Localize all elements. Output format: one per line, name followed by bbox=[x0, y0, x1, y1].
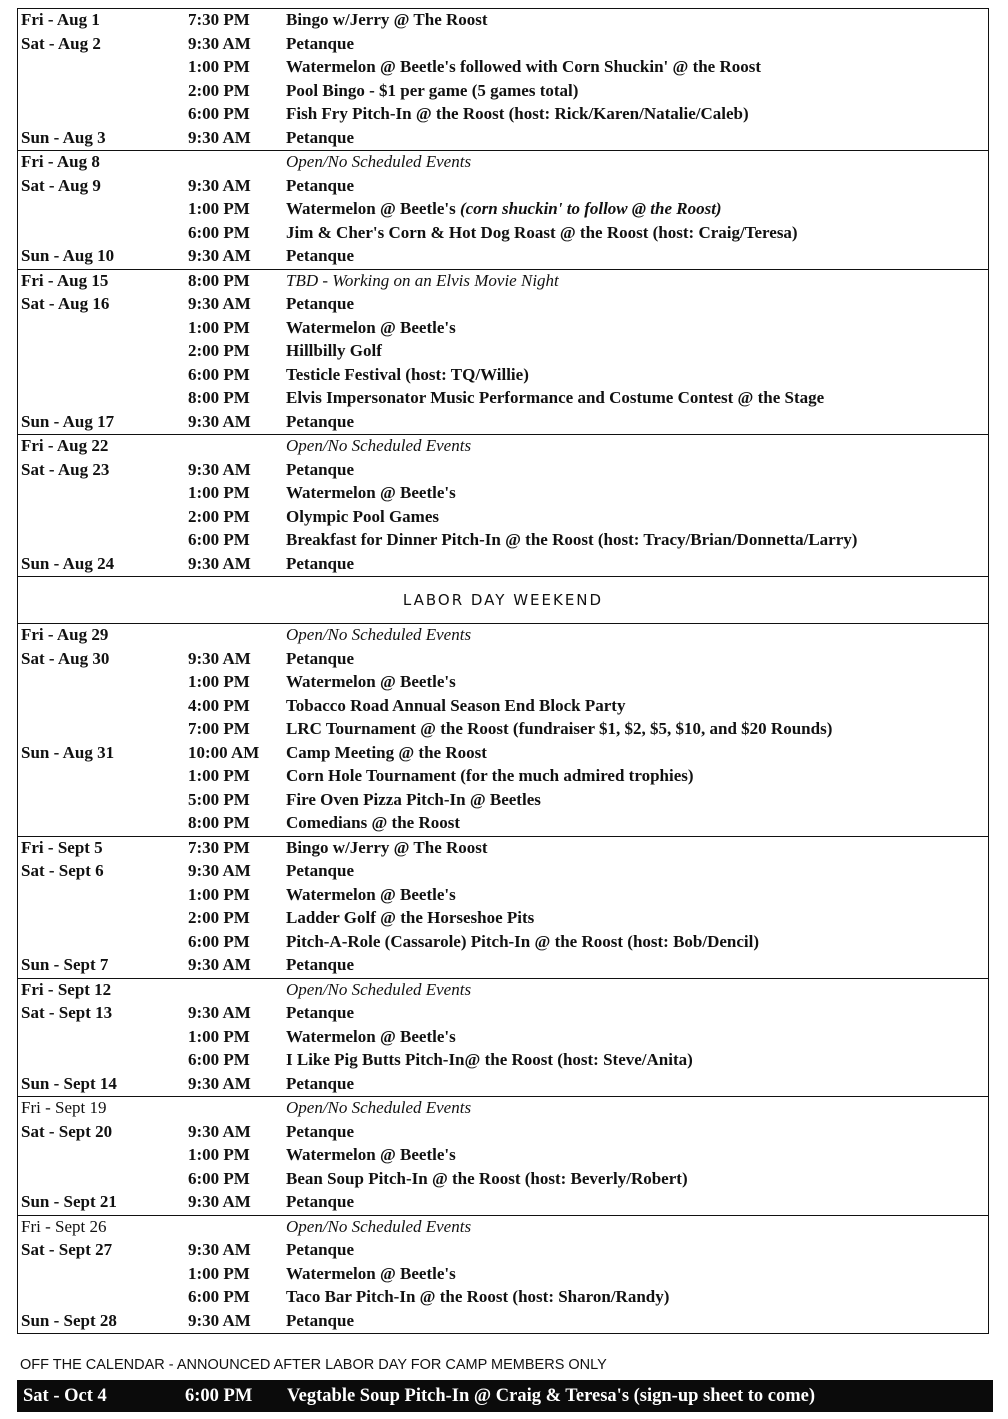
week-block bbox=[18, 150, 988, 269]
event-cell: Open/No Scheduled Events bbox=[286, 1098, 472, 1117]
day-cell: Fri - Aug 8 bbox=[21, 152, 100, 171]
schedule-row bbox=[18, 482, 988, 506]
day-cell: Sat - Aug 2 bbox=[21, 33, 101, 53]
time-cell: 2:00 PM bbox=[188, 80, 250, 100]
schedule-row bbox=[18, 245, 988, 269]
highlight-day: Sat - Oct 4 bbox=[23, 1386, 107, 1406]
day-cell: Sat - Sept 13 bbox=[21, 1003, 113, 1022]
schedule-row bbox=[18, 435, 988, 459]
day-cell: Sun - Aug 10 bbox=[21, 246, 115, 265]
time-cell: 9:30 AM bbox=[188, 1003, 251, 1022]
event-cell: Fire Oven Pizza Pitch-In @ Beetles bbox=[286, 789, 541, 809]
day-cell: Sun - Aug 24 bbox=[21, 553, 115, 573]
schedule-row bbox=[18, 1073, 988, 1097]
time-cell: 9:30 AM bbox=[188, 648, 251, 668]
event-cell: Tobacco Road Annual Season End Block Party bbox=[286, 695, 626, 715]
schedule-row bbox=[18, 884, 988, 908]
day-cell: Fri - Aug 1 bbox=[21, 10, 100, 29]
schedule-row bbox=[18, 56, 988, 80]
schedule-row bbox=[18, 222, 988, 246]
schedule-row bbox=[18, 1168, 988, 1192]
day-cell: Fri - Aug 22 bbox=[21, 436, 109, 455]
schedule-row bbox=[18, 411, 988, 435]
oct-highlight-row bbox=[17, 1380, 993, 1412]
schedule-row bbox=[18, 860, 988, 884]
schedule-row bbox=[18, 671, 988, 695]
time-cell: 7:30 PM bbox=[188, 10, 250, 29]
time-cell: 1:00 PM bbox=[188, 884, 250, 904]
day-cell: Sat - Aug 30 bbox=[21, 648, 110, 668]
schedule-row bbox=[18, 340, 988, 364]
event-cell: Petanque bbox=[286, 553, 354, 573]
schedule-row bbox=[18, 175, 988, 199]
day-cell: Fri - Aug 29 bbox=[21, 625, 109, 644]
event-cell: LRC Tournament @ the Roost (fundraiser $1, $2, $5, $10, and $20 Rounds) bbox=[286, 719, 833, 738]
week-block bbox=[18, 1096, 988, 1215]
event-cell: Petanque bbox=[286, 1240, 354, 1259]
event-cell: Petanque bbox=[286, 648, 354, 668]
labor-day-banner: LABOR DAY WEEKEND bbox=[18, 576, 988, 623]
time-cell: 2:00 PM bbox=[188, 341, 250, 360]
event-cell: Open/No Scheduled Events bbox=[286, 436, 472, 455]
event-cell: Olympic Pool Games bbox=[286, 506, 439, 526]
event-cell: Petanque bbox=[286, 1192, 354, 1211]
day-cell: Sun - Sept 7 bbox=[21, 955, 109, 974]
schedule-row bbox=[18, 648, 988, 672]
schedule-row bbox=[18, 1049, 988, 1073]
day-cell: Sun - Sept 21 bbox=[21, 1192, 117, 1211]
time-cell: 6:00 PM bbox=[188, 222, 250, 242]
time-cell: 9:30 AM bbox=[188, 1121, 251, 1141]
time-cell: 8:00 PM bbox=[188, 388, 250, 407]
event-cell: Petanque bbox=[286, 955, 354, 974]
event-cell: Comedians @ the Roost bbox=[286, 813, 461, 832]
time-cell: 9:30 AM bbox=[188, 1240, 251, 1259]
day-cell: Fri - Sept 5 bbox=[21, 837, 103, 857]
schedule-row bbox=[18, 1026, 988, 1050]
schedule-row bbox=[18, 1286, 988, 1310]
time-cell: 4:00 PM bbox=[188, 695, 250, 715]
schedule-row bbox=[18, 529, 988, 553]
event-cell: Watermelon @ Beetle's bbox=[286, 317, 456, 337]
schedule-row bbox=[18, 127, 988, 151]
time-cell: 1:00 PM bbox=[188, 483, 250, 502]
time-cell: 6:00 PM bbox=[188, 364, 250, 384]
time-cell: 9:30 AM bbox=[188, 955, 251, 974]
time-cell: 2:00 PM bbox=[188, 908, 250, 927]
schedule-row bbox=[18, 765, 988, 789]
week-block bbox=[18, 1215, 988, 1334]
time-cell: 8:00 PM bbox=[188, 270, 250, 290]
event-cell: Bingo w/Jerry @ The Roost bbox=[286, 10, 488, 29]
time-cell: 10:00 AM bbox=[188, 742, 260, 762]
event-cell: Petanque bbox=[286, 459, 354, 479]
event-cell: Ladder Golf @ the Horseshoe Pits bbox=[286, 908, 535, 927]
day-cell: Sat - Aug 9 bbox=[21, 175, 101, 195]
event-cell: Jim & Cher's Corn & Hot Dog Roast @ the Roost (host: Craig/Teresa) bbox=[286, 222, 798, 242]
event-cell: Petanque bbox=[286, 175, 354, 195]
day-cell: Sun - Aug 3 bbox=[21, 127, 106, 147]
day-cell: Sat - Sept 27 bbox=[21, 1240, 113, 1259]
highlight-event: Vegtable Soup Pitch-In @ Craig & Teresa's (sign-up sheet to come) bbox=[287, 1386, 816, 1406]
schedule-row bbox=[18, 387, 988, 411]
schedule-row bbox=[18, 80, 988, 104]
time-cell: 6:00 PM bbox=[188, 1168, 250, 1188]
schedule-row bbox=[18, 1263, 988, 1287]
day-cell: Fri - Sept 26 bbox=[21, 1216, 107, 1236]
schedule-row bbox=[18, 954, 988, 978]
time-cell: 9:30 AM bbox=[188, 127, 251, 147]
schedule-row bbox=[18, 198, 988, 222]
schedule-row bbox=[18, 33, 988, 57]
time-cell: 1:00 PM bbox=[188, 1026, 250, 1046]
event-text: Watermelon @ Beetle's bbox=[286, 199, 460, 218]
schedule-row bbox=[18, 1121, 988, 1145]
schedule-row bbox=[18, 695, 988, 719]
time-cell: 9:30 AM bbox=[188, 1192, 251, 1211]
day-cell: Sun - Aug 17 bbox=[21, 411, 115, 431]
event-cell: Petanque bbox=[286, 294, 354, 313]
event-cell: TBD - Working on an Elvis Movie Night bbox=[286, 270, 559, 290]
schedule-row bbox=[18, 364, 988, 388]
event-cell: Testicle Festival (host: TQ/Willie) bbox=[286, 364, 529, 384]
time-cell: 9:30 AM bbox=[188, 1073, 251, 1093]
highlight-time: 6:00 PM bbox=[185, 1386, 253, 1406]
time-cell: 6:00 PM bbox=[188, 931, 250, 951]
event-cell: I Like Pig Butts Pitch-In@ the Roost (host: Steve/Anita) bbox=[286, 1050, 693, 1069]
time-cell: 6:00 PM bbox=[188, 530, 250, 549]
day-cell: Sun - Aug 31 bbox=[21, 742, 115, 762]
time-cell: 1:00 PM bbox=[188, 1263, 250, 1283]
event-cell: Camp Meeting @ the Roost bbox=[286, 742, 487, 762]
schedule-row bbox=[18, 742, 988, 766]
time-cell: 1:00 PM bbox=[188, 57, 250, 76]
time-cell: 9:30 AM bbox=[188, 1310, 251, 1330]
time-cell: 6:00 PM bbox=[188, 1050, 250, 1069]
event-cell: Watermelon @ Beetle's bbox=[286, 1026, 456, 1046]
day-cell: Sun - Sept 28 bbox=[21, 1310, 117, 1330]
off-calendar-note: OFF THE CALENDAR - ANNOUNCED AFTER LABOR DAY FOR CAMP MEMBERS ONLY bbox=[20, 1357, 607, 1373]
schedule-row bbox=[18, 931, 988, 955]
schedule-row bbox=[18, 718, 988, 742]
day-cell: Sat - Sept 6 bbox=[21, 861, 104, 880]
day-cell: Sun - Sept 14 bbox=[21, 1073, 117, 1093]
time-cell: 9:30 AM bbox=[188, 294, 251, 313]
schedule-row bbox=[18, 979, 988, 1003]
time-cell: 1:00 PM bbox=[188, 672, 250, 691]
time-cell: 9:30 AM bbox=[188, 459, 251, 479]
event-cell: Bean Soup Pitch-In @ the Roost (host: Beverly/Robert) bbox=[286, 1168, 688, 1188]
time-cell: 2:00 PM bbox=[188, 506, 250, 526]
schedule-row bbox=[18, 1097, 988, 1121]
time-cell: 1:00 PM bbox=[188, 317, 250, 337]
time-cell: 5:00 PM bbox=[188, 789, 250, 809]
schedule-row bbox=[18, 1216, 988, 1240]
time-cell: 9:30 AM bbox=[188, 411, 251, 431]
event-cell: Watermelon @ Beetle's bbox=[286, 884, 456, 904]
week-block bbox=[18, 434, 988, 576]
schedule-row bbox=[18, 812, 988, 836]
time-cell: 7:00 PM bbox=[188, 719, 250, 738]
schedule-row bbox=[18, 789, 988, 813]
time-cell: 9:30 AM bbox=[188, 33, 251, 53]
event-cell: Petanque bbox=[286, 127, 354, 147]
event-cell: Watermelon @ Beetle's bbox=[286, 483, 456, 502]
week-block bbox=[18, 836, 988, 978]
event-cell: Elvis Impersonator Music Performance and Costume Contest @ the Stage bbox=[286, 388, 825, 407]
day-cell: Sat - Aug 23 bbox=[21, 459, 110, 479]
event-cell: Corn Hole Tournament (for the much admired trophies) bbox=[286, 766, 694, 785]
schedule-row bbox=[18, 907, 988, 931]
event-cell: Breakfast for Dinner Pitch-In @ the Roost (host: Tracy/Brian/Donnetta/Larry) bbox=[286, 530, 858, 549]
time-cell: 1:00 PM bbox=[188, 1145, 250, 1164]
time-cell: 1:00 PM bbox=[188, 766, 250, 785]
event-cell: Open/No Scheduled Events bbox=[286, 979, 472, 999]
time-cell: 6:00 PM bbox=[188, 1287, 250, 1306]
event-cell: Hillbilly Golf bbox=[286, 341, 382, 360]
schedule-row bbox=[18, 9, 988, 33]
schedule-table bbox=[17, 8, 989, 1334]
event-cell: Watermelon @ Beetle's bbox=[286, 672, 456, 691]
schedule-row bbox=[18, 1002, 988, 1026]
event-cell: Bingo w/Jerry @ The Roost bbox=[286, 837, 488, 857]
event-cell: Pitch-A-Role (Cassarole) Pitch-In @ the Roost (host: Bob/Dencil) bbox=[286, 931, 760, 951]
time-cell: 9:30 AM bbox=[188, 175, 251, 195]
time-cell: 9:30 AM bbox=[188, 553, 251, 573]
event-cell: Open/No Scheduled Events bbox=[286, 625, 472, 644]
time-cell: 1:00 PM bbox=[188, 199, 250, 218]
time-cell: 9:30 AM bbox=[188, 861, 251, 880]
schedule-row bbox=[18, 624, 988, 648]
event-cell: Petanque bbox=[286, 1073, 354, 1093]
day-cell: Fri - Sept 19 bbox=[21, 1098, 107, 1117]
week-block bbox=[18, 978, 988, 1097]
time-cell: 6:00 PM bbox=[188, 104, 250, 123]
event-cell: Taco Bar Pitch-In @ the Roost (host: Sharon/Randy) bbox=[286, 1287, 670, 1306]
time-cell: 7:30 PM bbox=[188, 837, 250, 857]
event-cell: Petanque bbox=[286, 1310, 354, 1330]
time-cell: 8:00 PM bbox=[188, 813, 250, 832]
schedule-row bbox=[18, 459, 988, 483]
event-cell: Petanque bbox=[286, 411, 354, 431]
schedule-row bbox=[18, 1191, 988, 1215]
event-cell: Pool Bingo - $1 per game (5 games total) bbox=[286, 80, 579, 100]
schedule-row bbox=[18, 1310, 988, 1334]
schedule-row bbox=[18, 553, 988, 577]
event-cell: Petanque bbox=[286, 1121, 354, 1141]
event-cell: Open/No Scheduled Events bbox=[286, 152, 472, 171]
schedule-row bbox=[18, 1239, 988, 1263]
schedule-row bbox=[18, 837, 988, 861]
week-block bbox=[18, 623, 988, 836]
week-block bbox=[18, 9, 988, 150]
event-cell: Petanque bbox=[286, 246, 354, 265]
schedule-row bbox=[18, 151, 988, 175]
schedule-row bbox=[18, 270, 988, 294]
schedule-row bbox=[18, 103, 988, 127]
day-cell: Fri - Sept 12 bbox=[21, 979, 112, 999]
day-cell: Sat - Aug 16 bbox=[21, 294, 110, 313]
event-cell bbox=[286, 199, 722, 219]
event-cell: Petanque bbox=[286, 33, 354, 53]
schedule-row bbox=[18, 1144, 988, 1168]
week-block bbox=[18, 269, 988, 435]
day-cell: Fri - Aug 15 bbox=[21, 270, 109, 290]
event-cell: Watermelon @ Beetle's bbox=[286, 1145, 456, 1164]
event-cell: Open/No Scheduled Events bbox=[286, 1216, 472, 1236]
event-cell: Fish Fry Pitch-In @ the Roost (host: Rick/Karen/Natalie/Caleb) bbox=[286, 104, 749, 123]
schedule-row bbox=[18, 293, 988, 317]
day-cell: Sat - Sept 20 bbox=[21, 1121, 113, 1141]
event-note: (corn shuckin' to follow @ the Roost) bbox=[459, 199, 722, 218]
event-cell: Petanque bbox=[286, 1003, 354, 1022]
event-cell: Watermelon @ Beetle's bbox=[286, 1263, 456, 1283]
schedule-row bbox=[18, 506, 988, 530]
event-cell: Watermelon @ Beetle's followed with Corn Shuckin' @ the Roost bbox=[286, 57, 762, 76]
event-cell: Petanque bbox=[286, 861, 354, 880]
time-cell: 9:30 AM bbox=[188, 246, 251, 265]
schedule-row bbox=[18, 317, 988, 341]
